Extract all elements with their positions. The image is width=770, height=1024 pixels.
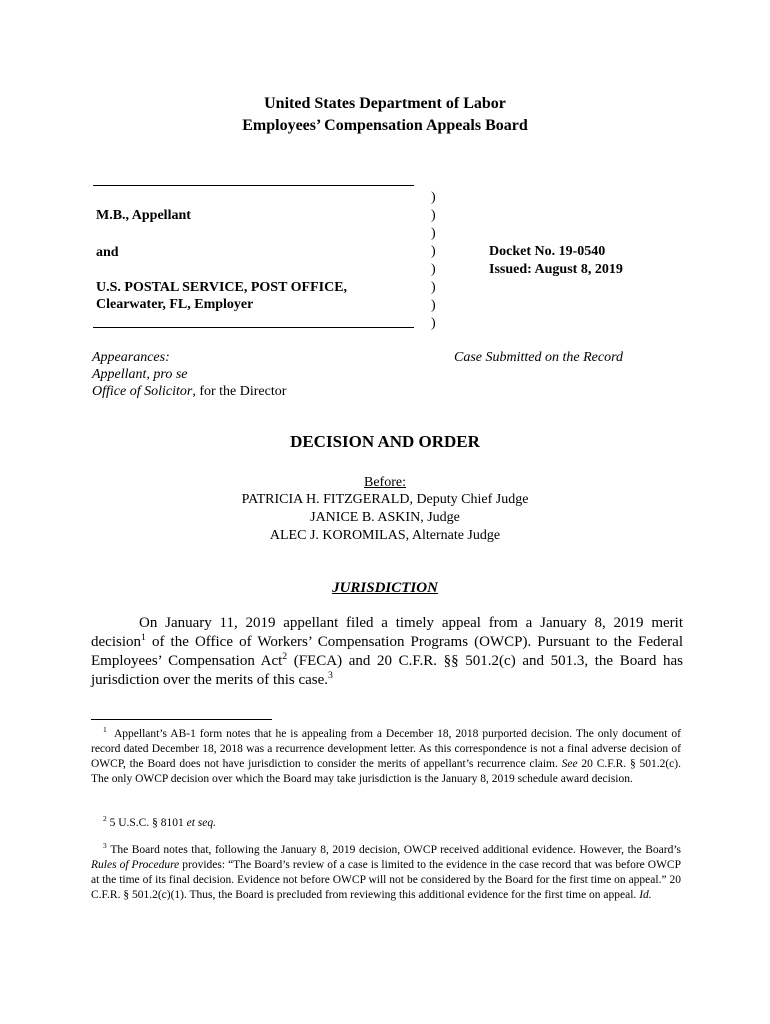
footnote-1-number: 1 (103, 725, 107, 735)
paragraph-text: (FECA) and 20 C.F.R. §§ 501.2(c) and 501.3, the Board has jurisdiction over the merits of this case. (91, 653, 683, 688)
docket-number: Docket No. 19-0540 (489, 244, 606, 259)
footnote-3 (91, 843, 681, 903)
issued-date: Issued: August 8, 2019 (489, 262, 623, 277)
solicitor-office: Office of Solicitor (92, 384, 193, 399)
appellant-name: M.B., Appellant (96, 208, 191, 223)
judge-2: JANICE B. ASKIN, Judge (310, 510, 460, 525)
jurisdiction-paragraph (91, 614, 683, 690)
agency-title: United States Department of Labor (264, 95, 506, 112)
caption-bottom-rule (93, 327, 414, 328)
footnote-1 (91, 727, 681, 787)
footnote-1-text-cont: 20 C.F.R. § 501.2(c). The only OWCP decision over which the Board may take jurisdiction is the January 8, 2019 schedule award decision. (91, 758, 681, 785)
caption-paren: ) (431, 226, 436, 241)
jurisdiction-heading (0, 579, 770, 598)
solicitor-line (92, 383, 286, 400)
footnote-3-text-cont: provides: “The Board’s review of a case is limited to the evidence in the case record that was before OWCP at the time of its final decision. Evidence not before OWCP will not be considered by the Board for the first time on appeal.” 20 C.F.R. § 501.2(c)(1). Thus, the Board is precluded from reviewing this additional evidence for the first time on appeal. (91, 859, 681, 901)
footnote-ref-3[interactable]: 3 (328, 670, 333, 681)
solicitor-role: , for the Director (192, 384, 287, 399)
board-title: Employees’ Compensation Appeals Board (242, 117, 528, 134)
footnote-1-text: Appellant’s AB-1 form notes that he is appealing from a December 18, 2018 purported decision. The only document of record dated December 18, 2018 was a recurrence development letter. As this correspondence is not a final adverse decision of OWCP, the Board does not have jurisdiction to consider the merits of appellant’s recurrence claim. (91, 728, 681, 770)
employer-line-2: Clearwater, FL, Employer (96, 297, 254, 312)
caption-paren: ) (431, 262, 436, 277)
footnote-2-number: 2 (103, 814, 107, 824)
footnote-2-et-seq: et seq. (186, 817, 216, 829)
footnote-3-id: Id. (639, 889, 652, 901)
jurisdiction-heading-text: JURISDICTION (332, 580, 438, 596)
before-label (0, 474, 770, 492)
caption-paren: ) (431, 190, 436, 205)
caption-paren: ) (431, 298, 436, 313)
footnote-separator (91, 719, 272, 720)
before-text: Before: (364, 475, 406, 490)
footnote-1-see: See (561, 758, 578, 770)
decision-title: DECISION AND ORDER (290, 432, 480, 451)
caption-top-rule (93, 185, 414, 186)
footnote-2-text: 5 U.S.C. § 8101 (109, 817, 187, 829)
case-submitted: Case Submitted on the Record (454, 350, 624, 365)
footnote-3-number: 3 (103, 841, 107, 851)
caption-paren: ) (431, 208, 436, 223)
footnote-3-rules: Rules of Procedure (91, 859, 180, 871)
appearances-label: Appearances: (92, 350, 170, 365)
footnote-3-text: The Board notes that, following the January 8, 2019 decision, OWCP received additional evidence. However, the Board’s (110, 844, 682, 856)
judge-3: ALEC J. KOROMILAS, Alternate Judge (269, 528, 501, 543)
caption-paren: ) (431, 280, 436, 295)
employer-line-1: U.S. POSTAL SERVICE, POST OFFICE, (96, 280, 348, 295)
caption-paren: ) (431, 244, 436, 259)
footnote-ref-1[interactable]: 1 (141, 632, 146, 643)
paragraph-text: of the Office of Workers’ Compensation Programs (OWCP). Pursuant to the Federal Employees’ Compensation Act (91, 634, 683, 669)
appellant-pro-se: Appellant, pro se (92, 367, 188, 382)
judge-1: PATRICIA H. FITZGERALD, Deputy Chief Judge (241, 492, 529, 507)
footnote-ref-2[interactable]: 2 (282, 651, 288, 662)
caption-paren: ) (431, 316, 436, 331)
paragraph-text: On January 11, 2019 appellant filed a timely appeal from a January 8, 2019 merit decision (91, 615, 683, 650)
footnote-2 (91, 816, 681, 831)
caption-and: and (96, 245, 119, 260)
